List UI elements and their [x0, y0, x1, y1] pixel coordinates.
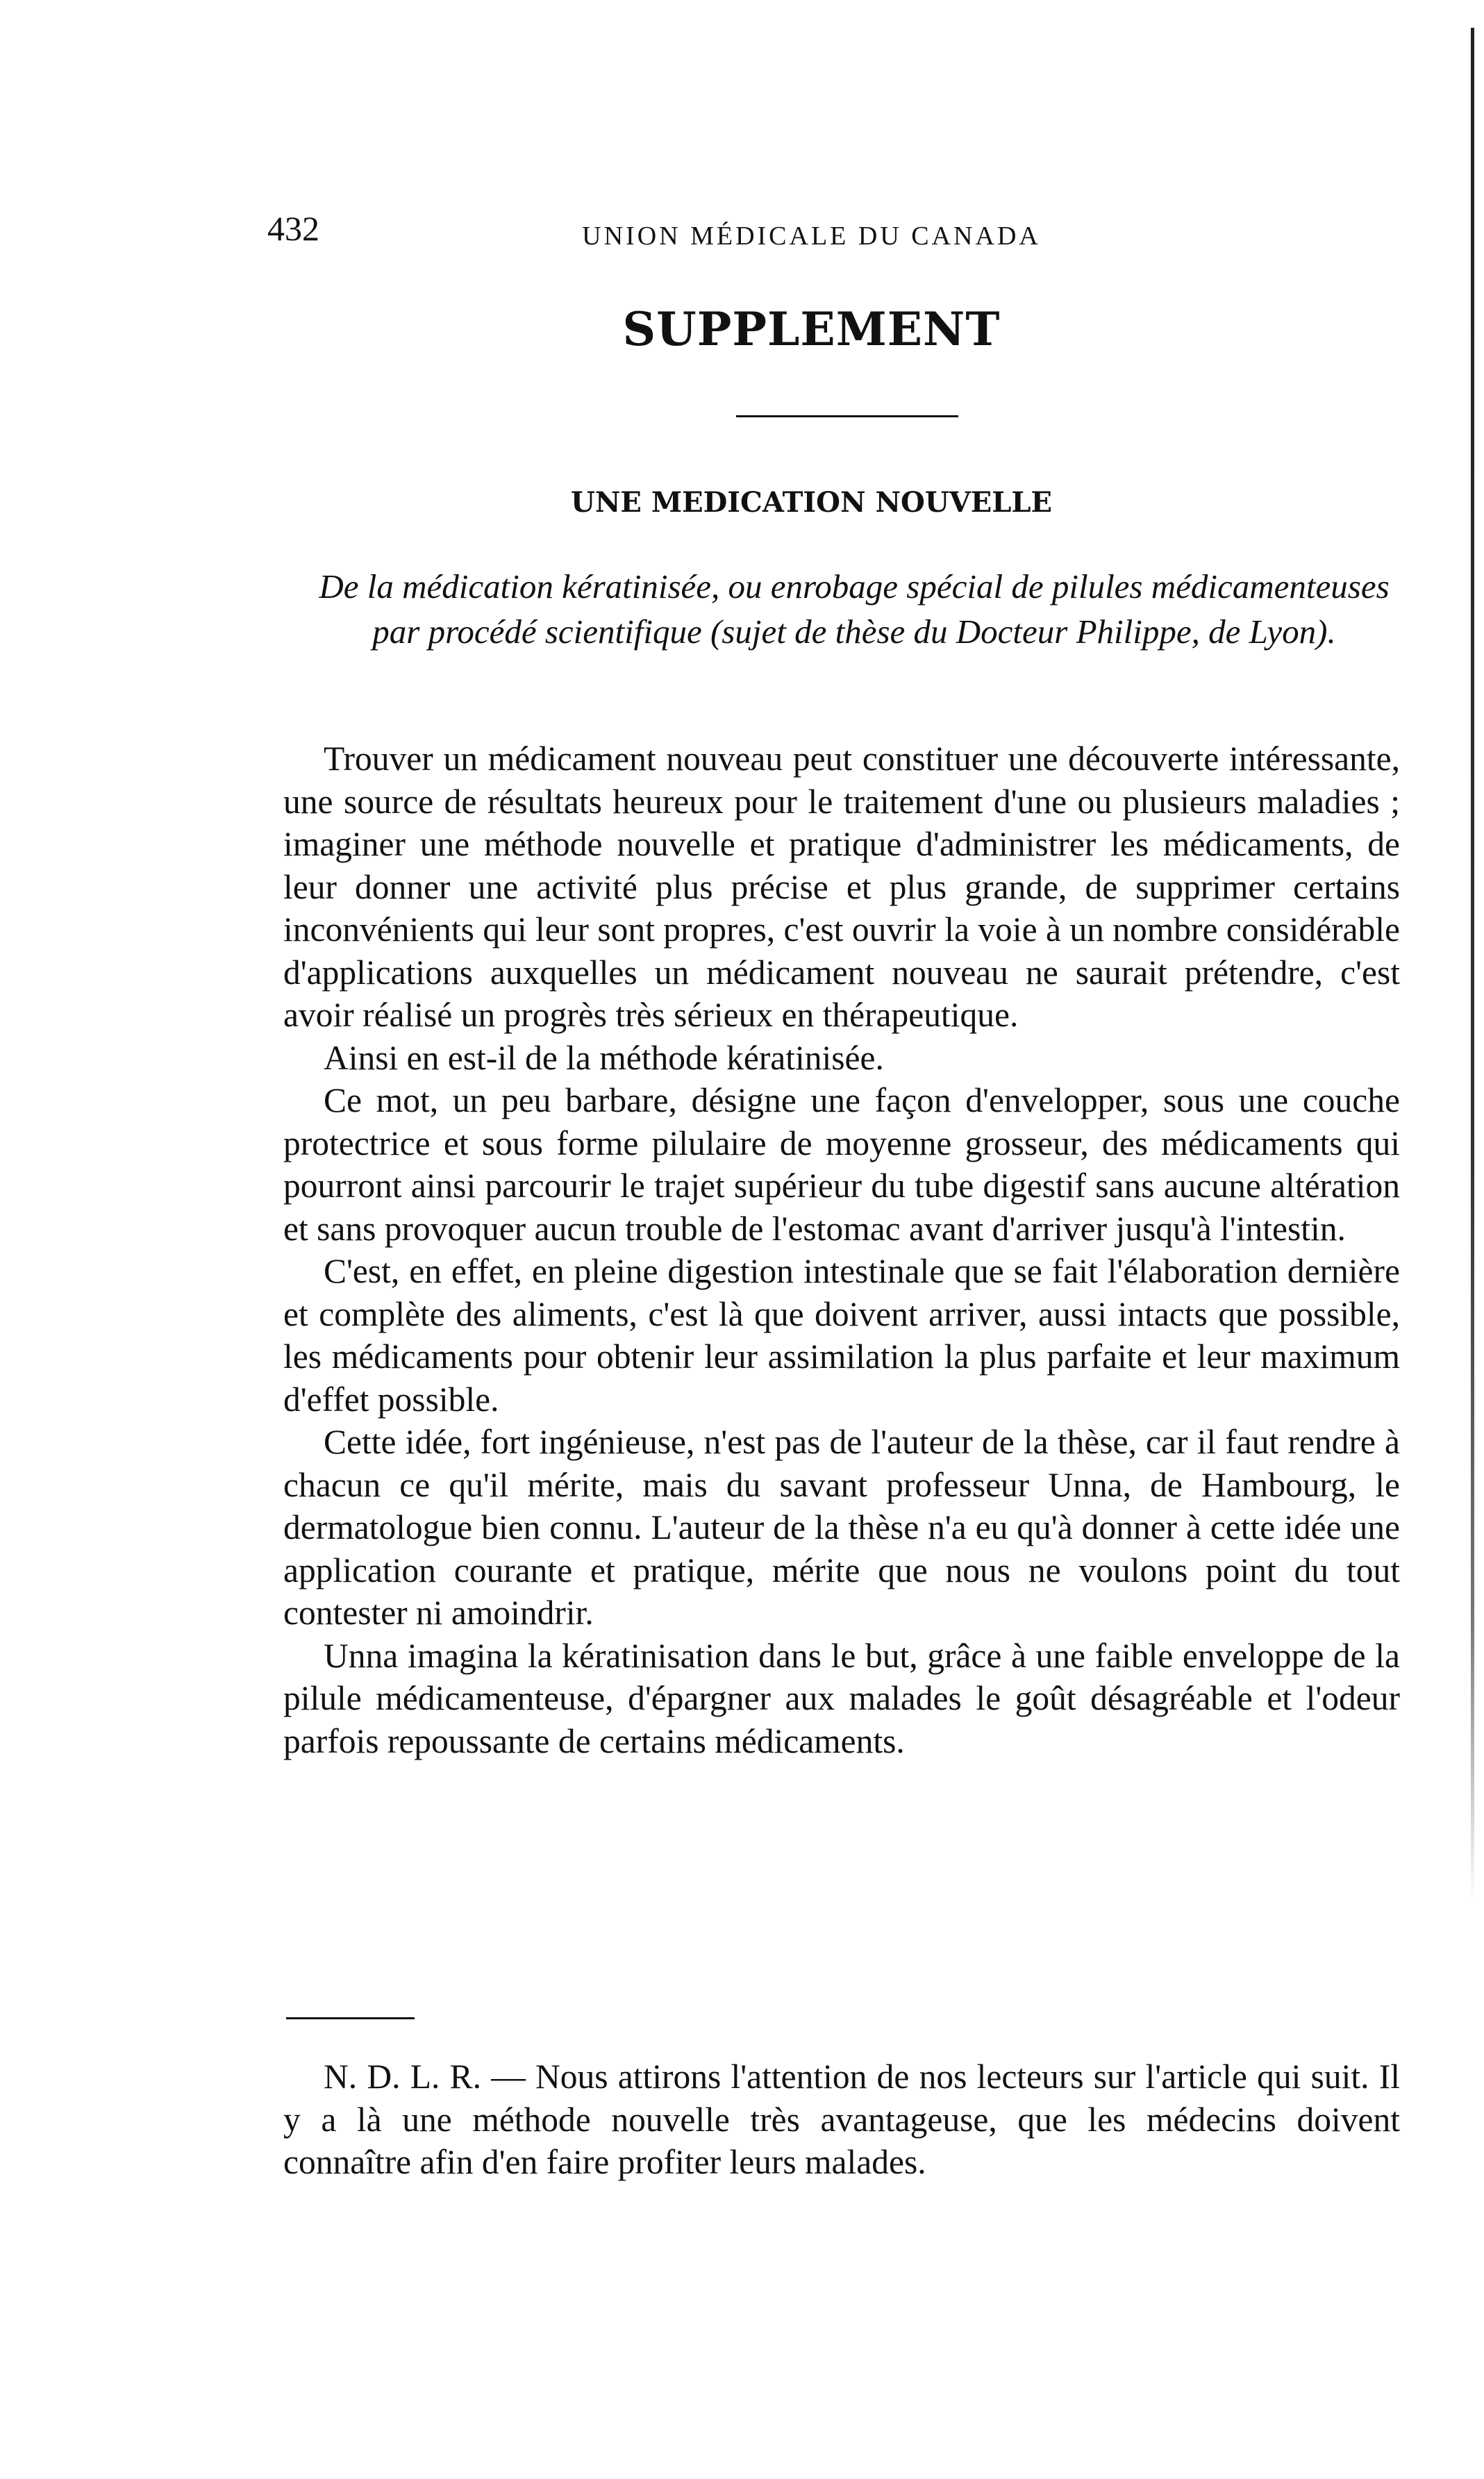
paragraph: Trouver un médicament nouveau peut constituer une découverte intéressante, une source de résultats heureux pour le traitement d'une ou plusieurs maladies ; imaginer une méthode nouvelle et pratique d'administrer les médicaments, de leur donner une activité plus précise et plus grande, de supprimer certains inconvénients qui leur sont propres, c'est ouvrir la voie à un nombre considérable d'applications auxquelles un médicament nouveau ne saurait prétendre, c'est avoir réalisé un progrès très sérieux en thérapeutique.: [283, 740, 1400, 1034]
section-divider: [736, 415, 958, 417]
paragraph: Ce mot, un peu barbare, désigne une façon d'envelopper, sous une couche protectrice et sous forme pilulaire de moyenne grosseur, des médicaments qui pourront ainsi parcourir le trajet supérieur du tube digestif sans aucune altération et sans provoquer aucun trouble de l'estomac avant d'arriver jusqu'à l'intestin.: [283, 1081, 1400, 1248]
running-title: UNION MÉDICALE DU CANADA: [582, 222, 1041, 251]
footnote-text: N. D. L. R. — Nous attirons l'attention de nos lecteurs sur l'article qui suit. Il y a là une méthode nouvelle très avantageuse, que les médecins doivent connaître afin d'en faire profiter leurs malades.: [283, 2058, 1400, 2181]
paragraph: C'est, en effet, en pleine digestion intestinale que se fait l'élaboration dernière et complète des aliments, c'est là que doivent arriver, aussi intacts que possible, les médicaments pour obtenir leur assimilation la plus parfaite et leur maximum d'effet possible.: [283, 1252, 1400, 1419]
article-title: UNE MEDICATION NOUVELLE: [570, 486, 1053, 519]
page-number: 432: [267, 209, 319, 248]
paragraph: Ainsi en est-il de la méthode kératinisée.: [324, 1038, 884, 1077]
section-title: SUPPLEMENT: [622, 302, 1001, 356]
footnote: [283, 2055, 1400, 2184]
paragraph: Cette idée, fort ingénieuse, n'est pas de l'auteur de la thèse, car il faut rendre à chacun ce qu'il mérite, mais du savant professeur Unna, de Hambourg, le dermatologue bien connu. L'auteur de la thèse n'a eu qu'à donner à cette idée une application courante et pratique, mérite que nous ne voulons point du tout contester ni amoindrir.: [283, 1423, 1400, 1632]
paragraph: Unna imagina la kératinisation dans le but, grâce à une faible enveloppe de la pilule médicamenteuse, d'épargner aux malades le goût désagréable et l'odeur parfois repoussante de certains médicaments.: [283, 1636, 1400, 1760]
article-body: [283, 737, 1400, 1762]
footnote-divider: [286, 2017, 415, 2019]
article-subtitle: De la médication kératinisée, ou enrobage spécial de pilules médicamenteuses par procédé scientifique (sujet de thèse du Docteur Philippe, de Lyon).: [319, 567, 1390, 651]
